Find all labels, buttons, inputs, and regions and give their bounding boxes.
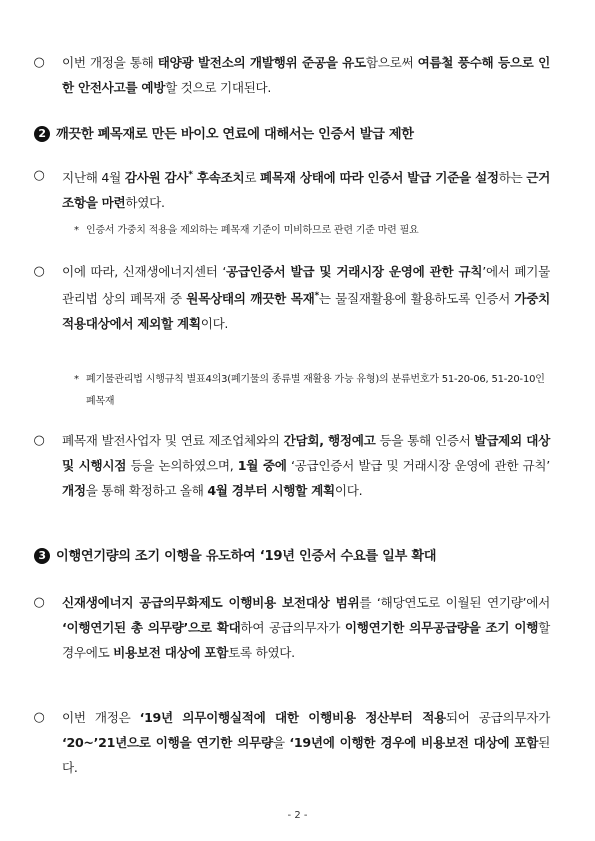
body-text: 토록 하였다. bbox=[228, 645, 295, 660]
body-text: 하였다. bbox=[125, 195, 165, 211]
body-text: 이번 개정은 bbox=[62, 710, 140, 725]
body-text: 할 것으로 기대된다. bbox=[165, 80, 272, 95]
paragraph-audit-followup bbox=[33, 163, 551, 215]
circle-bullet-icon: ○ bbox=[33, 595, 45, 610]
body-text: 는 물질재활용에 활용하도록 인증서 bbox=[318, 291, 515, 307]
paragraph-cost-preservation-scope bbox=[33, 590, 550, 665]
section-heading-2 bbox=[34, 124, 564, 146]
section-title: 깨끗한 폐목재로 만든 바이오 연료에 대해서는 인증서 발급 제한 bbox=[56, 127, 414, 142]
emphasized-text: 감사원 감사 bbox=[124, 170, 189, 186]
emphasized-text: ‘20~’21년으로 이행을 연기한 의무량 bbox=[62, 735, 273, 750]
body-text: 등을 논의하였으며, bbox=[126, 458, 238, 473]
body-text: 폐목재 발전사업자 및 연료 제조업체와의 bbox=[62, 433, 284, 448]
circle-bullet-icon: ○ bbox=[33, 710, 45, 725]
emphasized-text: 공급인증서 발급 및 거래시장 운영에 관한 규칙 bbox=[226, 264, 483, 279]
paragraph-text bbox=[62, 433, 550, 498]
footnote-text: 인증서 가중치 적용을 제외하는 폐목재 기준이 미비하므로 관련 기준 마련 필요 bbox=[86, 225, 419, 236]
body-text: 되어 공급의무자가 bbox=[445, 710, 550, 725]
body-text: 를 ‘해당연도로 이월된 연기량’에서 bbox=[359, 595, 550, 610]
body-text: 이다. bbox=[334, 483, 363, 498]
emphasized-text: 발급제외 대상 및 시행시점 bbox=[62, 433, 551, 473]
emphasized-text: * bbox=[188, 170, 193, 180]
emphasized-text: 4월 경부터 시행할 계획 bbox=[207, 483, 335, 498]
body-text: 이번 개정을 통해 bbox=[62, 55, 158, 70]
emphasized-text: 이행연기한 의무공급량을 조기 이행 bbox=[344, 620, 539, 635]
paragraph-text bbox=[62, 264, 550, 331]
section-heading-3 bbox=[34, 546, 564, 568]
body-text: 하는 bbox=[498, 170, 527, 186]
body-text: 을 bbox=[272, 735, 290, 750]
emphasized-text: 가중치 적용대상에서 제외할 계획 bbox=[62, 291, 550, 332]
emphasized-text: ‘19년 의무이행실적에 대한 이행비용 정산부터 적용 bbox=[139, 710, 446, 725]
body-text: 을 통해 확정하고 올해 bbox=[85, 483, 208, 498]
body-text: 로 bbox=[244, 170, 261, 186]
footnote-weight-criteria bbox=[74, 220, 556, 242]
emphasized-text: ‘19년에 이행한 경우에 비용보전 대상에 포함 bbox=[289, 735, 539, 750]
emphasized-text: 신재생에너지 공급의무화제도 이행비용 보전대상 범위 bbox=[62, 595, 360, 610]
body-text: 된다. bbox=[62, 735, 550, 775]
emphasized-text: 태양광 발전소의 개발행위 준공을 유도 bbox=[157, 55, 366, 70]
body-text: ‘공급인증서 발급 및 거래시장 운영에 관한 규칙’ bbox=[286, 458, 550, 473]
circle-bullet-icon: ○ bbox=[33, 55, 45, 70]
paragraph-text bbox=[62, 595, 550, 660]
body-text: ’에서 폐기물관리법 상의 폐목재 중 bbox=[62, 264, 551, 307]
footnote-waste-classification bbox=[74, 369, 556, 413]
emphasized-text: 여름철 풍수해 등으로 인한 안전사고를 예방 bbox=[62, 55, 551, 95]
emphasized-text: 폐목재 상태에 따라 인증서 발급 기준을 설정 bbox=[260, 170, 499, 186]
emphasized-text: 비용보전 대상에 포함 bbox=[113, 645, 229, 660]
footnote-mark: * bbox=[74, 225, 79, 236]
footnote-mark: * bbox=[74, 374, 79, 385]
circled-number-3-icon: 3 bbox=[34, 548, 50, 564]
emphasized-text: * bbox=[314, 291, 319, 301]
body-text: 할 경우에도 bbox=[62, 620, 550, 660]
body-text: 함으로써 bbox=[365, 55, 418, 70]
emphasized-text: 근거조항을 마련 bbox=[62, 170, 551, 211]
paragraph-consultation-schedule bbox=[33, 428, 551, 503]
emphasized-text: ‘이행연기된 총 의무량’으로 확대 bbox=[62, 620, 241, 635]
body-text: 하여 공급의무자가 bbox=[240, 620, 345, 635]
paragraph-clean-wood-exclusion bbox=[33, 259, 551, 336]
circle-bullet-icon: ○ bbox=[33, 264, 45, 279]
body-text: 이에 따라, 신재생에너지센터 ‘ bbox=[62, 264, 227, 279]
body-text: 등을 통해 인증서 bbox=[375, 433, 475, 448]
circle-bullet-icon: ○ bbox=[33, 168, 45, 183]
emphasized-text: 후속조치 bbox=[192, 170, 245, 186]
paragraph-development-completion bbox=[33, 50, 551, 100]
body-text: 이다. bbox=[200, 316, 229, 332]
body-text: 지난해 4월 bbox=[62, 170, 125, 186]
paragraph-application-timing bbox=[33, 705, 550, 780]
footnote-text: 폐기물관리법 시행규칙 별표4의3(폐기물의 종류별 재활용 가능 유형)의 분류번호가 51-20-06, 51-20-10인 폐목재 bbox=[86, 374, 545, 407]
emphasized-text: 간담회, 행정예고 bbox=[283, 433, 376, 448]
paragraph-text bbox=[62, 55, 550, 95]
paragraph-text bbox=[62, 170, 550, 210]
emphasized-text: 원목상태의 깨끗한 목재 bbox=[186, 291, 315, 307]
page-number: - 2 - bbox=[287, 810, 308, 821]
emphasized-text: 개정 bbox=[62, 483, 86, 498]
circle-bullet-icon: ○ bbox=[33, 433, 45, 448]
section-title: 이행연기량의 조기 이행을 유도하여 ‘19년 인증서 수요를 일부 확대 bbox=[56, 549, 437, 564]
paragraph-text bbox=[62, 710, 550, 775]
circled-number-2-icon: 2 bbox=[34, 126, 50, 142]
emphasized-text: 1월 중에 bbox=[237, 458, 287, 473]
